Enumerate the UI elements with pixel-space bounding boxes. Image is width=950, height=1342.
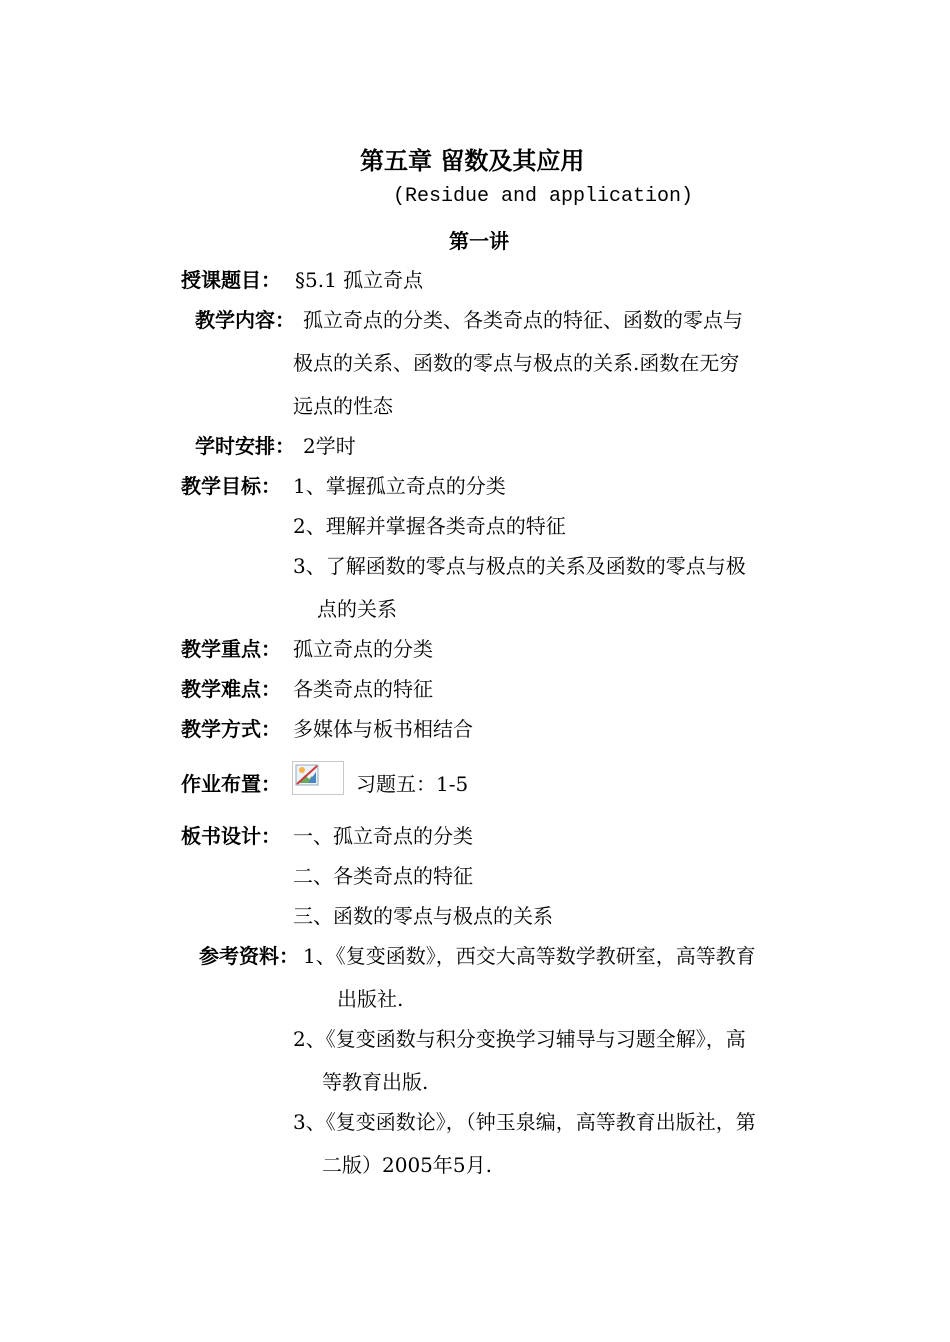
references-label: 参考资料：: [199, 944, 299, 968]
reference-item: 2、《复变函数与积分变换学习辅导与习题全解》，高: [293, 1027, 746, 1051]
topic-label: 授课题目：: [181, 268, 281, 292]
objective-item: 点的关系: [317, 597, 397, 621]
homework-label: 作业布置：: [181, 772, 281, 796]
hours-value: 2学时: [303, 434, 356, 458]
board-item: 三、函数的零点与极点的关系: [293, 904, 553, 928]
homework-value: 习题五：1-5: [356, 772, 469, 796]
method-label: 教学方式：: [181, 717, 281, 741]
reference-item: 出版社.: [337, 987, 404, 1011]
lecture-number: 第一讲: [449, 229, 509, 253]
chapter-subtitle: (Residue and application): [393, 185, 694, 208]
reference-item: 等教育出版.: [322, 1070, 429, 1094]
content-line: 极点的关系、函数的零点与极点的关系.函数在无穷: [293, 351, 740, 375]
hours-label: 学时安排：: [195, 434, 295, 458]
broken-image-icon: [292, 761, 344, 795]
reference-item: 3、《复变函数论》，（钟玉泉编，高等教育出版社，第: [293, 1110, 756, 1134]
chapter-title: 第五章 留数及其应用: [360, 147, 585, 175]
key-point-value: 孤立奇点的分类: [293, 637, 433, 661]
board-item: 二、各类奇点的特征: [293, 864, 473, 888]
content-line: 孤立奇点的分类、各类奇点的特征、函数的零点与: [303, 308, 743, 332]
method-value: 多媒体与板书相结合: [293, 717, 473, 741]
reference-item: 二版）2005年5月.: [322, 1153, 492, 1177]
key-point-label: 教学重点：: [181, 637, 281, 661]
topic-value: §5.1 孤立奇点: [295, 268, 424, 292]
board-item: 一、孤立奇点的分类: [293, 824, 473, 848]
objectives-label: 教学目标：: [181, 474, 281, 498]
reference-item: 1、《复变函数》，西交大高等数学教研室，高等教育: [303, 944, 756, 968]
difficulty-label: 教学难点：: [181, 677, 281, 701]
objective-item: 3、了解函数的零点与极点的关系及函数的零点与极: [293, 554, 746, 578]
board-design-label: 板书设计：: [181, 824, 281, 848]
difficulty-value: 各类奇点的特征: [293, 677, 433, 701]
objective-item: 2、理解并掌握各类奇点的特征: [293, 514, 566, 538]
content-label: 教学内容：: [195, 308, 295, 332]
content-line: 远点的性态: [293, 394, 393, 418]
objective-item: 1、掌握孤立奇点的分类: [293, 474, 506, 498]
